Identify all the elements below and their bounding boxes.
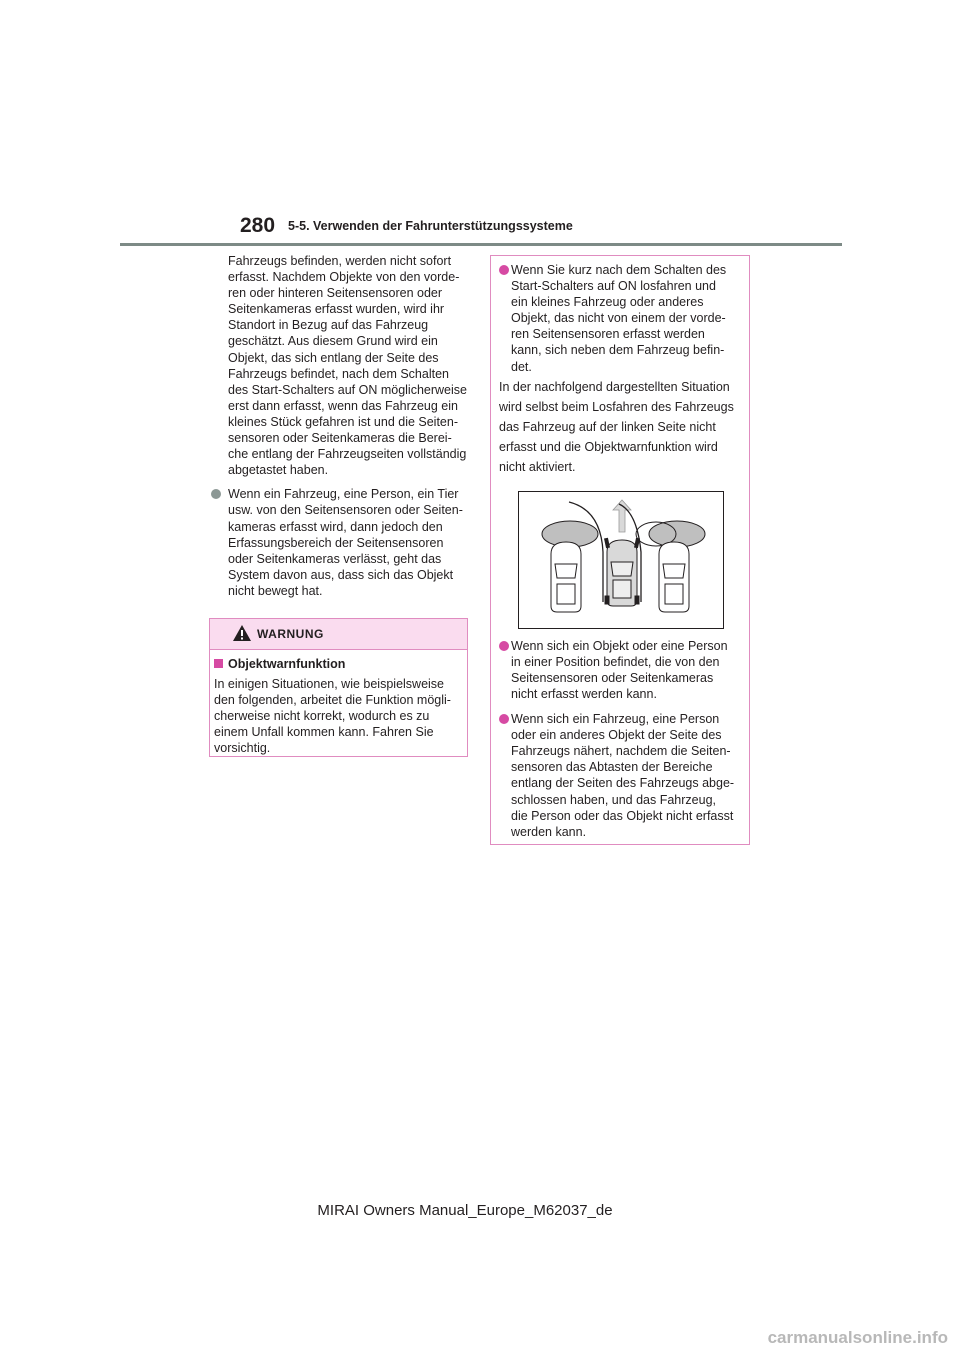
parking-illustration [518,491,724,629]
left-column [210,253,468,599]
text-line: Fahrzeugs befinden, werden nicht sofort [228,254,452,268]
text-line: Seitenkameras erfasst wurden, wird ihr [228,302,445,317]
text-line: einem Unfall kommen kann. Fahren Sie [214,725,434,740]
text-line: ein kleines Fahrzeug oder anderes [511,295,704,310]
continuation-paragraph [210,253,468,478]
text-line: che entlang der Fahrzeugseiten vollständig [228,447,467,462]
text-line: Wenn sich ein Objekt oder eine Person [511,638,728,653]
text-line: werden kann. [511,824,587,839]
text-line: ren Seitensensoren erfasst werden [511,327,705,342]
text-line: System davon aus, dass sich das Objekt [228,567,454,582]
text-line: nicht bewegt hat. [228,583,323,598]
bullet-paragraph [499,262,741,375]
text-line: Start-Schalters auf ON losfahren und [511,279,716,294]
text-line: die Person oder das Objekt nicht erfasst [511,808,734,823]
text-line: Objekt, das sich entlang der Seite des [228,350,439,365]
text-line: Objekt, das nicht von einem der vorde- [511,311,726,326]
warning-triangle-icon [232,624,252,642]
text-line: Wenn sich ein Fahrzeug, eine Person [511,712,720,727]
text-line: wird selbst beim Losfahren des Fahrzeugs [499,399,734,414]
warning-subheading-row [214,656,463,672]
text-line: Wenn ein Fahrzeug, eine Person, ein Tier [228,487,459,502]
text-line: Seitensensoren oder Seitenkameras [511,670,714,685]
footer [0,1202,960,1219]
text-line: oder ein anderes Objekt der Seite des [511,728,722,743]
text-line: usw. von den Seitensensoren oder Seiten- [228,503,463,518]
text-line: In einigen Situationen, wie beispielsweise [214,677,445,692]
text-line: geschätzt. Aus diesem Grund wird ein [228,334,438,349]
text-line: sensoren oder Seitenkameras die Berei- [228,431,452,446]
text-line: ren oder hinteren Seitensensoren oder [228,286,443,301]
text-line: in einer Position befindet, die von den [511,654,720,669]
text-line: des Start-Schalters auf ON möglicherweise [228,382,467,397]
warning-title: WARNUNG [257,627,324,641]
text-line: det. [511,359,532,374]
text-line: cherweise nicht korrekt, wodurch es zu [214,709,430,724]
square-bullet-icon [214,659,223,668]
text-line: sensoren das Abtasten der Bereiche [511,760,713,775]
text-line: Wenn Sie kurz nach dem Schalten des [511,263,727,277]
watermark: carmanualsonline.info [767,1328,948,1347]
header-rule [120,243,842,246]
warning-continuation-box [490,255,750,845]
warning-box [209,618,468,757]
warning-header [210,619,467,650]
text-line: Fahrzeugs befindet, nach dem Schalten [228,366,449,381]
bullet-paragraph [499,711,741,840]
page-number: 280 [240,214,276,237]
text-line: Standort in Bezug auf das Fahrzeug [228,318,429,333]
bullet-dot-icon [499,265,509,275]
text-line: vorsichtig. [214,741,271,756]
text-line: nicht aktiviert. [499,459,576,474]
text-line: erst dann erfasst, wenn das Fahrzeug ein [228,398,458,413]
text-line: Erfassungsbereich der Seitensensoren [228,535,444,550]
text-line: erfasst und die Objektwarnfunktion wird [499,439,718,454]
text-line: den folgenden, arbeitet die Funktion mögli- [214,693,451,708]
text-line: erfasst. Nachdem Objekte von den vorde- [228,270,460,285]
warning-body [210,650,467,757]
bullet-paragraph [499,638,741,702]
text-line: Fahrzeugs nähert, nachdem die Seiten- [511,744,731,759]
text-line: entlang der Seiten des Fahrzeugs abge- [511,776,735,791]
footer-text: MIRAI Owners Manual_Europe_M62037_de [317,1202,613,1219]
text-line: oder Seitenkameras verlässt, geht das [228,551,442,566]
bullet-dot-icon [211,489,221,499]
section-title: 5-5. Verwenden der Fahrunterstützungssysteme [288,219,573,233]
text-line: nicht erfasst werden kann. [511,686,657,701]
text-line: kann, sich neben dem Fahrzeug befin- [511,343,725,358]
warning-subheading: Objektwarnfunktion [228,657,346,671]
bullet-dot-icon [499,641,509,651]
text-line: kameras erfasst wird, dann jedoch den [228,519,443,534]
text-line: das Fahrzeug auf der linken Seite nicht [499,419,716,434]
situation-paragraph [499,377,741,477]
text-line: In der nachfolgend dargestellten Situation [499,379,730,394]
text-line: abgetastet haben. [228,463,329,478]
bullet-paragraph [210,486,468,599]
bullet-dot-icon [499,714,509,724]
text-line: kleines Stück gefahren ist und die Seiten- [228,414,458,429]
text-line: schlossen haben, und das Fahrzeug, [511,792,716,807]
